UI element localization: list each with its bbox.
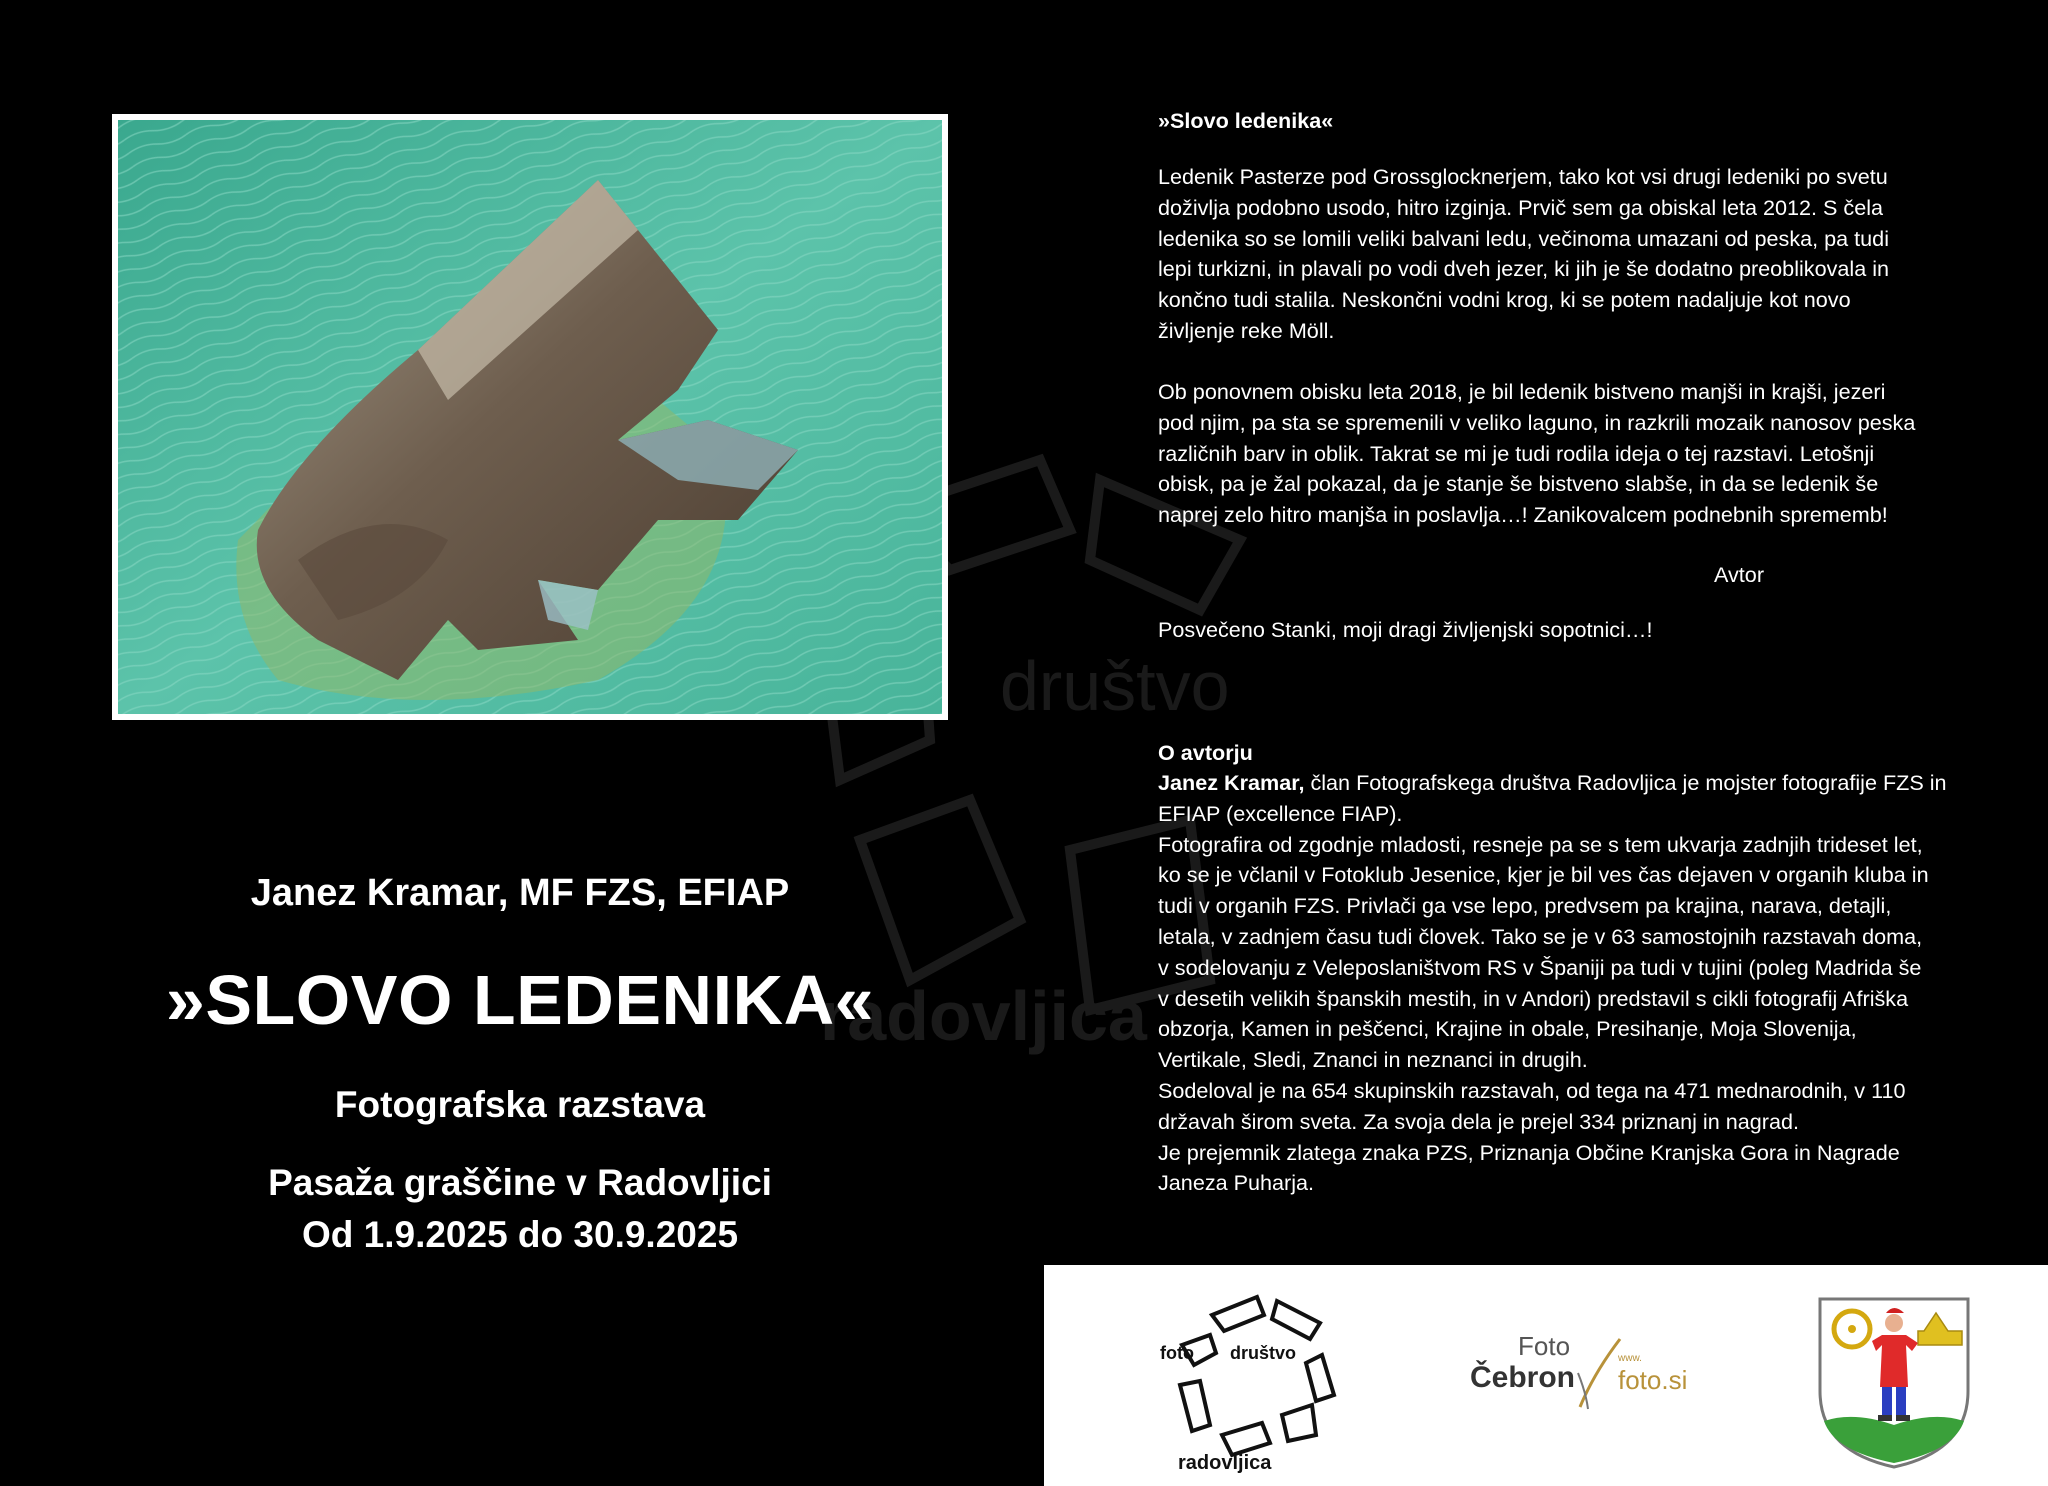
radovljica-word: radovljica — [1178, 1452, 1272, 1474]
about-line: v sodelovanju z Veleposlaništvom RS v Španiji pa tudi v tujini (poleg Madrida še — [1158, 954, 1922, 980]
about-line: letala, v zadnjem času tudi človek. Tako se je v 63 samostojnih razstavah doma, — [1158, 923, 1923, 949]
paragraph-line: življenje reke Möll. — [1158, 317, 1335, 343]
exhibition-type: Fotografska razstava — [334, 1084, 706, 1125]
exhibition-photo — [112, 114, 948, 720]
exhibition-venue: Pasaža graščine v Radovljici — [268, 1162, 772, 1203]
paragraph-line: različnih barv in oblik. Takrat se mi je tudi rodila ideja o tej razstavi. Letošnji — [1158, 440, 1875, 466]
foto-drustvo-logo — [1152, 1285, 1362, 1475]
watermark-word-2: radovljica — [820, 977, 1147, 1055]
about-line: v desetih velikih španskih mestih, in v Andori) predstavil s cikli fotografij Afriška — [1158, 985, 1909, 1011]
paragraph-line: ledenika so se lomili veliki balvani ledu, večinoma umazani od peska, pa tudi — [1158, 225, 1889, 251]
paragraph-line: Ob ponovnem obisku leta 2018, je bil ledenik bistveno manjši in krajši, jezeri — [1158, 379, 1886, 404]
about-name: Janez Kramar, — [1158, 770, 1305, 795]
dedication: Posvečeno Stanki, moji dragi življenjski sopotnici…! — [1158, 617, 1653, 642]
about-first-line — [1158, 768, 1988, 799]
about-first-rest: član Fotografskega društva Radovljica je mojster fotografije FZS in — [1304, 770, 1947, 795]
sponsor-logos — [1044, 1265, 2048, 1486]
author-name: Janez Kramar, MF FZS, EFIAP — [250, 872, 790, 914]
about-line: tudi v organih FZS. Privlači ga vse lepo, predvsem pa krajina, narava, detajli, — [1158, 893, 1892, 919]
about-line: Sodeloval je na 654 skupinskih razstavah, od tega na 471 mednarodnih, v 110 — [1158, 1077, 1906, 1103]
about-line: obzorja, Kamen in peščenci, Krajine in obale, Presihanje, Moja Slovenija, — [1158, 1016, 1857, 1042]
paragraph-line: lepi turkizni, in plavali po vodi dveh jezer, ki jih je še dodatno preoblikovala in — [1158, 256, 1890, 282]
cebron-domain-text: foto.si — [1618, 1365, 1688, 1395]
paragraph-line: naprej zelo hitro manjša in poslavlja…! Zanikovalcem podnebnih sprememb! — [1158, 502, 1888, 528]
about-line: Vertikale, Sledi, Znanci in neznanci in drugih. — [1158, 1047, 1588, 1073]
about-line: Je prejemnik zlatega znaka PZS, Priznanja Občine Kranjska Gora in Nagrade — [1158, 1139, 1900, 1165]
cebron-foto-text: Foto — [1518, 1331, 1571, 1361]
cebron-www-text: www. — [1618, 1353, 1642, 1364]
drustvo-word: društvo — [1230, 1343, 1297, 1363]
about-line: državah širom sveta. Za svoja dela je prejel 334 priznanj in nagrad. — [1158, 1108, 1799, 1134]
about-author — [1158, 768, 1988, 1199]
coat-of-arms-icon — [1814, 1291, 1974, 1471]
signature: Avtor — [1714, 562, 1765, 587]
paragraph-1 — [1158, 162, 1988, 347]
exhibition-dates: Od 1.9.2025 do 30.9.2025 — [301, 1214, 739, 1255]
watermark-word-1: društvo — [1000, 647, 1230, 725]
paragraph-line: končno tudi stalila. Neskončni vodni krog, ki se potem nadaljuje kot novo — [1158, 287, 1851, 313]
paragraph-line: doživlja podobno usodo, hitro izginja. Prvič sem ga obiskal leta 2012. S čela — [1158, 194, 1884, 220]
paragraph-line: obisk, pa je žal pokazal, da je stanje še bistveno slabše, in da se ledenik še — [1158, 471, 1879, 497]
about-line: Janeza Puharja. — [1158, 1170, 1315, 1196]
paragraph-line: pod njim, pa sta se spremenili v veliko laguno, in razkrili mozaik nanosov peska — [1158, 409, 1916, 435]
text-heading: »Slovo ledenika« — [1158, 108, 1334, 133]
about-line: Fotografira od zgodnje mladosti, resneje pa se s tem ukvarja zadnjih trideset let, — [1158, 831, 1923, 857]
paragraph-line: Ledenik Pasterze pod Grossglocknerjem, tako kot vsi drugi ledeniki po svetu — [1158, 164, 1888, 189]
paragraph-2 — [1158, 377, 1988, 531]
about-line: EFIAP (excellence FIAP). — [1158, 800, 1403, 826]
foto-word: foto — [1160, 1343, 1194, 1363]
exhibition-title: »SLOVO LEDENIKA« — [165, 961, 875, 1039]
about-heading: O avtorju — [1158, 740, 1253, 765]
foto-cebron-logo — [1468, 1331, 1708, 1421]
about-line: ko se je včlanil v Fotoklub Jesenice, kjer je bil ves čas dejaven v organih kluba in — [1158, 862, 1929, 888]
cebron-name-text: Čebron — [1470, 1361, 1575, 1394]
